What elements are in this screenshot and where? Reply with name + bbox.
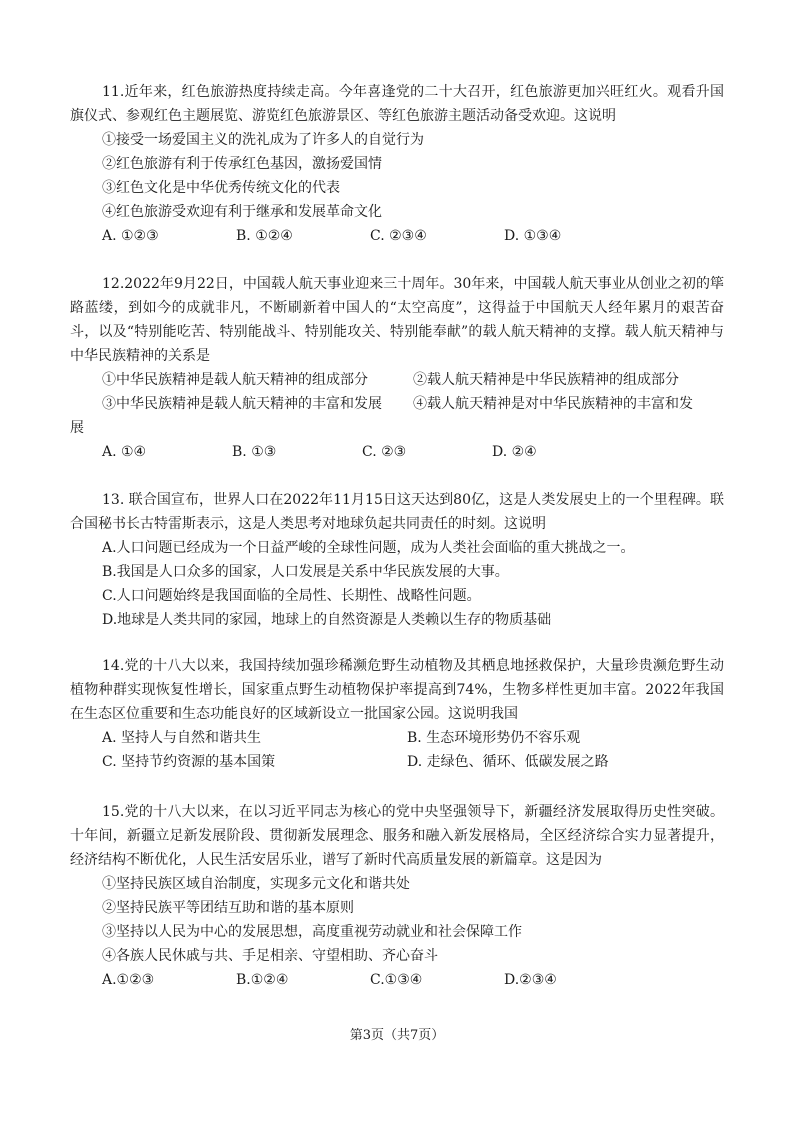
- statement: ①接受一场爱国主义的洗礼成为了许多人的自觉行为: [102, 132, 424, 148]
- question-11: [70, 80, 724, 248]
- question-stem: 15.党的十八大以来，在以习近平同志为核心的党中央坚强领导下，新疆经济发展取得历史性突破。十年间，新疆立足新发展阶段、贯彻新发展理念、服务和融入新发展格局，全区经济综合实力显著提升，经济结构不断优化，人民生活安居乐业，谱写了新时代高质量发展的新篇章。这是因为: [70, 804, 724, 868]
- answer-option-a[interactable]: A.人口问题已经成为一个日益严峻的全球性问题，成为人类社会面临的重大挑战之一。: [102, 540, 635, 556]
- answer-option-a[interactable]: A.①②③: [102, 972, 155, 988]
- answer-choices: [70, 224, 724, 248]
- question-13: [70, 488, 724, 632]
- question-15: [70, 800, 724, 992]
- answer-option-c[interactable]: C. ②③: [362, 444, 407, 460]
- answer-option-b[interactable]: B.我国是人口众多的国家，人口发展是关系中华民族发展的大事。: [102, 564, 509, 580]
- statement: ③红色文化是中华优秀传统文化的代表: [102, 180, 340, 196]
- answer-option-a[interactable]: A. 坚持人与自然和谐共生: [102, 730, 262, 746]
- answer-row: [70, 726, 724, 750]
- answer-option-c[interactable]: C. ②③④: [370, 228, 427, 244]
- statement-row: [70, 392, 724, 416]
- question-stem: 11.近年来，红色旅游热度持续走高。今年喜逢党的二十大召开，红色旅游更加兴旺红火。观看升国旗仪式、参观红色主题展览、游览红色旅游景区、等红色旅游主题活动备受欢迎。这说明: [70, 84, 724, 124]
- statement: ②载人航天精神是中华民族精神的组成部分: [413, 372, 679, 388]
- answer-choices: [70, 968, 724, 992]
- statement: ④各族人民休戚与共、手足相亲、守望相助、齐心奋斗: [102, 948, 438, 964]
- statement: ②坚持民族平等团结互助和谐的基本原则: [102, 900, 354, 916]
- question-stem: 12.2022年9月22日，中国载人航天事业迎来三十周年。30年来，中国载人航天事业从创业之初的筚路蓝缕，到如今的成就非凡，不断刷新着中国人的“太空高度”，这得益于中国航天人经年累月的艰苦奋斗，以及“特别能吃苦、特别能战斗、特别能攻关、特别能奉献”的载人航天精神的支撑。载人航天精神与中华民族精神的关系是: [70, 276, 724, 364]
- answer-option-d[interactable]: D. 走绿色、循环、低碳发展之路: [407, 754, 609, 770]
- answer-option-b[interactable]: B. 生态环境形势仍不容乐观: [407, 730, 581, 746]
- answer-option-b[interactable]: B. ①③: [232, 444, 277, 460]
- statement: ①中华民族精神是载人航天精神的组成部分: [102, 372, 368, 388]
- question-stem: 14.党的十八大以来，我国持续加强珍稀濒危野生动植物及其栖息地拯救保护，大量珍贵濒危野生动植物种群实现恢复性增长，国家重点野生动植物保护率提高到74%，生物多样性更加丰富。2022年我国在生态区位重要和生态功能良好的区域新设立一批国家公园。这说明我国: [70, 658, 724, 722]
- statement: ③中华民族精神是载人航天精神的丰富和发展: [102, 396, 382, 412]
- answer-option-a[interactable]: A. ①②③: [102, 228, 159, 244]
- answer-option-c[interactable]: C.人口问题始终是我国面临的全局性、长期性、战略性问题。: [102, 588, 481, 604]
- answer-option-a[interactable]: A. ①④: [102, 444, 147, 460]
- page-number-footer: 第3页（共7页）: [349, 1028, 445, 1043]
- answer-option-d[interactable]: D.②③④: [504, 972, 557, 988]
- statement-row: [70, 368, 724, 392]
- question-14: [70, 654, 724, 774]
- answer-choices: [70, 440, 724, 464]
- question-stem: 13. 联合国宣布，世界人口在2022年11月15日这天达到80亿，这是人类发展史上的一个里程碑。联合国秘书长古特雷斯表示，这是人类思考对地球负起共同责任的时刻。这说明: [70, 492, 724, 532]
- answer-option-d[interactable]: D.地球是人类共同的家园，地球上的自然资源是人类赖以生存的物质基础: [102, 612, 552, 628]
- statement: ③坚持以人民为中心的发展思想，高度重视劳动就业和社会保障工作: [102, 924, 522, 940]
- answer-option-b[interactable]: B. ①②④: [236, 228, 293, 244]
- answer-row: [70, 750, 724, 774]
- question-12: [70, 272, 724, 464]
- statement: ④红色旅游受欢迎有利于继承和发展革命文化: [102, 204, 382, 220]
- statement: ④载人航天精神是对中华民族精神的丰富和发: [413, 396, 693, 412]
- answer-option-d[interactable]: D. ①③④: [504, 228, 562, 244]
- answer-option-c[interactable]: C. 坚持节约资源的基本国策: [102, 754, 276, 770]
- statement-continuation: 展: [70, 420, 84, 436]
- answer-option-c[interactable]: C.①③④: [370, 972, 423, 988]
- answer-option-b[interactable]: B.①②④: [236, 972, 289, 988]
- answer-option-d[interactable]: D. ②④: [492, 444, 537, 460]
- statement: ②红色旅游有利于传承红色基因，激扬爱国情: [102, 156, 382, 172]
- statement: ①坚持民族区域自治制度，实现多元文化和谐共处: [102, 876, 410, 892]
